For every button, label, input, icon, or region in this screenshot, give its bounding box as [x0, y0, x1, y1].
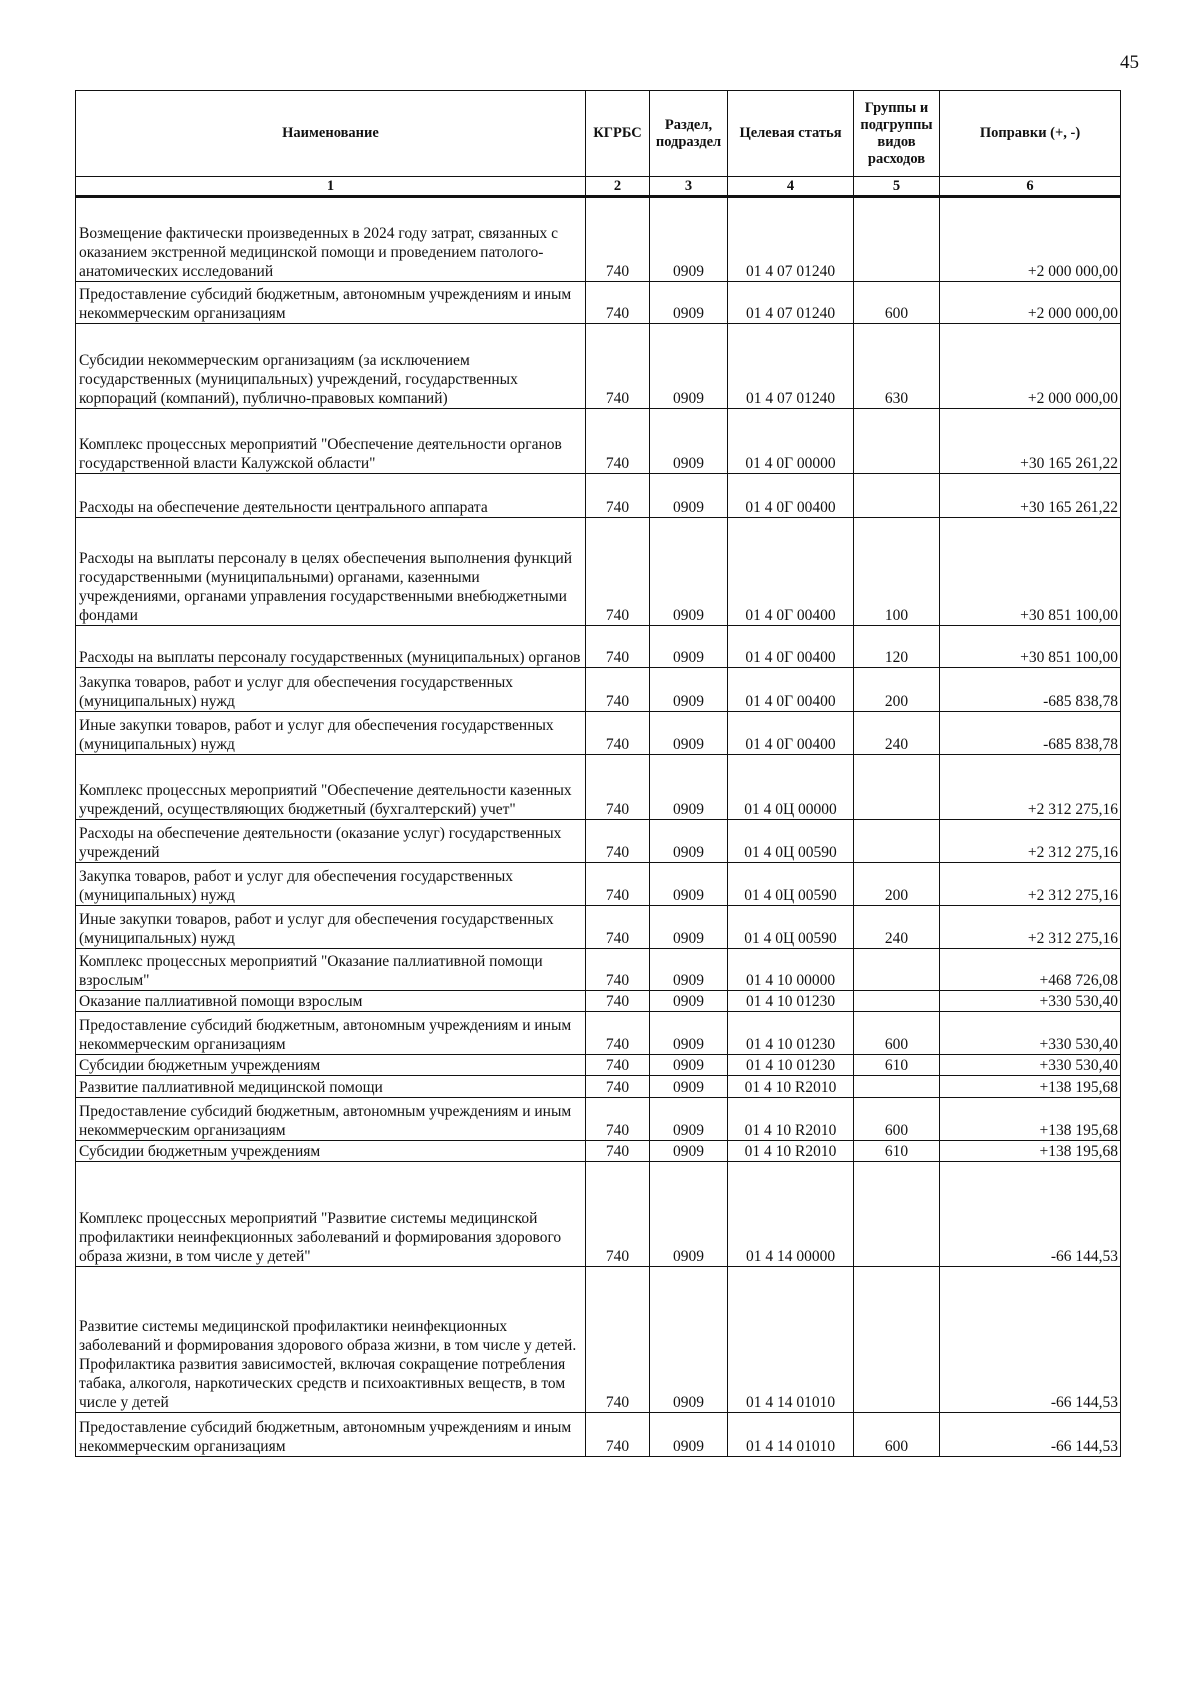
header-kgrbs: КГРБС [586, 91, 650, 177]
table-row [76, 409, 1121, 474]
row-name: Иные закупки товаров, работ и услуг для обеспечения государственных (муниципальных) нужд [76, 906, 586, 949]
row-section: 0909 [650, 1098, 728, 1141]
row-name: Оказание паллиативной помощи взрослым [76, 991, 586, 1012]
row-amount: +468 726,08 [940, 949, 1121, 991]
column-number: 4 [728, 177, 854, 197]
row-kgrbs: 740 [586, 906, 650, 949]
row-name: Развитие паллиативной медицинской помощи [76, 1076, 586, 1098]
row-kgrbs: 740 [586, 324, 650, 409]
row-amount: +2 312 275,16 [940, 863, 1121, 906]
row-name: Закупка товаров, работ и услуг для обеспечения государственных (муниципальных) нужд [76, 668, 586, 712]
table-row [76, 1141, 1121, 1162]
row-name: Развитие системы медицинской профилактики неинфекционных заболеваний и формирования здорового образа жизни, в том числе у детей. Профилактика развития зависимостей, включая сокращение потребления табака, алкоголя, наркотических средств и психоактивных веществ, в том числе у детей [76, 1267, 586, 1413]
table-row [76, 1162, 1121, 1267]
row-amount: +330 530,40 [940, 1012, 1121, 1055]
row-group: 610 [854, 1141, 940, 1162]
table-row [76, 906, 1121, 949]
row-group [854, 1162, 940, 1267]
row-section: 0909 [650, 282, 728, 324]
row-amount: -66 144,53 [940, 1413, 1121, 1457]
row-group [854, 409, 940, 474]
row-target: 01 4 14 01010 [728, 1413, 854, 1457]
row-section: 0909 [650, 1413, 728, 1457]
row-name: Предоставление субсидий бюджетным, автономным учреждениям и иным некоммерческим организациям [76, 1012, 586, 1055]
row-target: 01 4 10 00000 [728, 949, 854, 991]
row-group [854, 820, 940, 863]
row-amount: +330 530,40 [940, 1055, 1121, 1076]
column-number: 5 [854, 177, 940, 197]
row-group: 600 [854, 1413, 940, 1457]
row-amount: +2 000 000,00 [940, 324, 1121, 409]
row-kgrbs: 740 [586, 197, 650, 282]
table-row [76, 755, 1121, 820]
row-target: 01 4 0Ц 00590 [728, 820, 854, 863]
row-section: 0909 [650, 324, 728, 409]
row-target: 01 4 10 01230 [728, 991, 854, 1012]
row-kgrbs: 740 [586, 1267, 650, 1413]
row-kgrbs: 740 [586, 712, 650, 755]
row-kgrbs: 740 [586, 1413, 650, 1457]
row-section: 0909 [650, 409, 728, 474]
row-section: 0909 [650, 991, 728, 1012]
column-number: 6 [940, 177, 1121, 197]
row-group [854, 949, 940, 991]
row-kgrbs: 740 [586, 949, 650, 991]
row-group: 600 [854, 1098, 940, 1141]
row-target: 01 4 0Ц 00590 [728, 906, 854, 949]
row-amount: +330 530,40 [940, 991, 1121, 1012]
column-number: 1 [76, 177, 586, 197]
table-row [76, 863, 1121, 906]
row-section: 0909 [650, 820, 728, 863]
row-kgrbs: 740 [586, 1012, 650, 1055]
row-amount: -685 838,78 [940, 712, 1121, 755]
row-name: Расходы на выплаты персоналу государственных (муниципальных) органов [76, 626, 586, 668]
row-target: 01 4 0Г 00400 [728, 712, 854, 755]
row-name: Комплекс процессных мероприятий "Обеспечение деятельности органов государственной власти Калужской области" [76, 409, 586, 474]
page-number: 45 [1120, 52, 1139, 73]
row-kgrbs: 740 [586, 1055, 650, 1076]
row-kgrbs: 740 [586, 282, 650, 324]
row-target: 01 4 14 01010 [728, 1267, 854, 1413]
row-section: 0909 [650, 668, 728, 712]
row-name: Иные закупки товаров, работ и услуг для обеспечения государственных (муниципальных) нужд [76, 712, 586, 755]
row-amount: -66 144,53 [940, 1162, 1121, 1267]
header-section: Раздел, подраздел [650, 91, 728, 177]
table-row [76, 1012, 1121, 1055]
header-name: Наименование [76, 91, 586, 177]
row-name: Субсидии бюджетным учреждениям [76, 1055, 586, 1076]
row-name: Комплекс процессных мероприятий "Оказание паллиативной помощи взрослым" [76, 949, 586, 991]
row-amount: +30 165 261,22 [940, 409, 1121, 474]
row-name: Субсидии бюджетным учреждениям [76, 1141, 586, 1162]
row-kgrbs: 740 [586, 991, 650, 1012]
header-groups: Группы и подгруппы видов расходов [854, 91, 940, 177]
row-target: 01 4 0Ц 00000 [728, 755, 854, 820]
table-row [76, 324, 1121, 409]
row-target: 01 4 10 R2010 [728, 1141, 854, 1162]
column-number-row [76, 177, 1121, 197]
row-section: 0909 [650, 518, 728, 626]
row-group: 610 [854, 1055, 940, 1076]
row-target: 01 4 0Г 00400 [728, 668, 854, 712]
row-amount: +30 851 100,00 [940, 626, 1121, 668]
row-amount: +138 195,68 [940, 1141, 1121, 1162]
row-group [854, 1267, 940, 1413]
row-name: Расходы на выплаты персоналу в целях обеспечения выполнения функций государственными (муниципальными) органами, казенными учреждениями, органами управления государственными внебюджетными фондами [76, 518, 586, 626]
row-group: 240 [854, 712, 940, 755]
table-row [76, 1267, 1121, 1413]
table-row [76, 1076, 1121, 1098]
row-amount: +2 000 000,00 [940, 282, 1121, 324]
row-target: 01 4 10 R2010 [728, 1076, 854, 1098]
row-group: 600 [854, 282, 940, 324]
row-target: 01 4 07 01240 [728, 197, 854, 282]
row-group: 120 [854, 626, 940, 668]
row-kgrbs: 740 [586, 820, 650, 863]
row-section: 0909 [650, 626, 728, 668]
row-kgrbs: 740 [586, 1076, 650, 1098]
row-section: 0909 [650, 863, 728, 906]
row-target: 01 4 0Г 00400 [728, 518, 854, 626]
row-group [854, 1076, 940, 1098]
table-row [76, 282, 1121, 324]
row-group [854, 474, 940, 518]
row-name: Предоставление субсидий бюджетным, автономным учреждениям и иным некоммерческим организациям [76, 282, 586, 324]
table-row [76, 197, 1121, 282]
row-section: 0909 [650, 1012, 728, 1055]
row-section: 0909 [650, 755, 728, 820]
row-kgrbs: 740 [586, 863, 650, 906]
row-group [854, 991, 940, 1012]
row-target: 01 4 10 R2010 [728, 1098, 854, 1141]
row-section: 0909 [650, 1141, 728, 1162]
table-row [76, 518, 1121, 626]
row-name: Возмещение фактически произведенных в 2024 году затрат, связанных с оказанием экстренной медицинской помощи и проведением патолого-анатомических исследований [76, 197, 586, 282]
row-name: Расходы на обеспечение деятельности центрального аппарата [76, 474, 586, 518]
table-body [76, 197, 1121, 1457]
row-name: Комплекс процессных мероприятий "Обеспечение деятельности казенных учреждений, осуществляющих бюджетный (бухгалтерский) учет" [76, 755, 586, 820]
row-group: 240 [854, 906, 940, 949]
row-amount: +2 312 275,16 [940, 755, 1121, 820]
row-group: 630 [854, 324, 940, 409]
row-name: Предоставление субсидий бюджетным, автономным учреждениям и иным некоммерческим организациям [76, 1413, 586, 1457]
row-name: Закупка товаров, работ и услуг для обеспечения государственных (муниципальных) нужд [76, 863, 586, 906]
row-kgrbs: 740 [586, 1098, 650, 1141]
row-name: Расходы на обеспечение деятельности (оказание услуг) государственных учреждений [76, 820, 586, 863]
row-section: 0909 [650, 1267, 728, 1413]
row-amount: +30 165 261,22 [940, 474, 1121, 518]
row-kgrbs: 740 [586, 626, 650, 668]
row-target: 01 4 10 01230 [728, 1055, 854, 1076]
row-group: 600 [854, 1012, 940, 1055]
table-row [76, 474, 1121, 518]
row-group: 100 [854, 518, 940, 626]
row-amount: -685 838,78 [940, 668, 1121, 712]
row-group [854, 755, 940, 820]
row-target: 01 4 07 01240 [728, 324, 854, 409]
header-target: Целевая статья [728, 91, 854, 177]
table-row [76, 949, 1121, 991]
row-section: 0909 [650, 474, 728, 518]
header-amount: Поправки (+, -) [940, 91, 1121, 177]
row-target: 01 4 0Г 00400 [728, 474, 854, 518]
table-row [76, 820, 1121, 863]
row-name: Предоставление субсидий бюджетным, автономным учреждениям и иным некоммерческим организациям [76, 1098, 586, 1141]
table-row [76, 668, 1121, 712]
row-kgrbs: 740 [586, 1141, 650, 1162]
row-target: 01 4 0Г 00000 [728, 409, 854, 474]
budget-amendments-table [75, 90, 1121, 1457]
table-row [76, 991, 1121, 1012]
header-row [76, 91, 1121, 177]
row-amount: +2 312 275,16 [940, 820, 1121, 863]
row-section: 0909 [650, 712, 728, 755]
row-name: Комплекс процессных мероприятий "Развитие системы медицинской профилактики неинфекционных заболеваний и формирования здорового образа жизни, в том числе у детей" [76, 1162, 586, 1267]
row-target: 01 4 07 01240 [728, 282, 854, 324]
row-group [854, 197, 940, 282]
row-section: 0909 [650, 1162, 728, 1267]
row-kgrbs: 740 [586, 518, 650, 626]
row-kgrbs: 740 [586, 474, 650, 518]
table-row [76, 626, 1121, 668]
row-section: 0909 [650, 949, 728, 991]
row-target: 01 4 0Ц 00590 [728, 863, 854, 906]
row-amount: +138 195,68 [940, 1076, 1121, 1098]
row-amount: +2 312 275,16 [940, 906, 1121, 949]
table-row [76, 1055, 1121, 1076]
row-kgrbs: 740 [586, 1162, 650, 1267]
table-row [76, 1413, 1121, 1457]
row-kgrbs: 740 [586, 409, 650, 474]
row-group: 200 [854, 863, 940, 906]
row-kgrbs: 740 [586, 755, 650, 820]
row-section: 0909 [650, 1076, 728, 1098]
column-number: 2 [586, 177, 650, 197]
row-target: 01 4 0Г 00400 [728, 626, 854, 668]
row-amount: +138 195,68 [940, 1098, 1121, 1141]
row-kgrbs: 740 [586, 668, 650, 712]
table-row [76, 1098, 1121, 1141]
column-number: 3 [650, 177, 728, 197]
table-row [76, 712, 1121, 755]
row-amount: +2 000 000,00 [940, 197, 1121, 282]
row-group: 200 [854, 668, 940, 712]
row-section: 0909 [650, 906, 728, 949]
row-target: 01 4 10 01230 [728, 1012, 854, 1055]
row-section: 0909 [650, 1055, 728, 1076]
row-amount: +30 851 100,00 [940, 518, 1121, 626]
row-target: 01 4 14 00000 [728, 1162, 854, 1267]
row-name: Субсидии некоммерческим организациям (за исключением государственных (муниципальных) учреждений, государственных корпораций (компаний), публично-правовых компаний) [76, 324, 586, 409]
row-section: 0909 [650, 197, 728, 282]
row-amount: -66 144,53 [940, 1267, 1121, 1413]
